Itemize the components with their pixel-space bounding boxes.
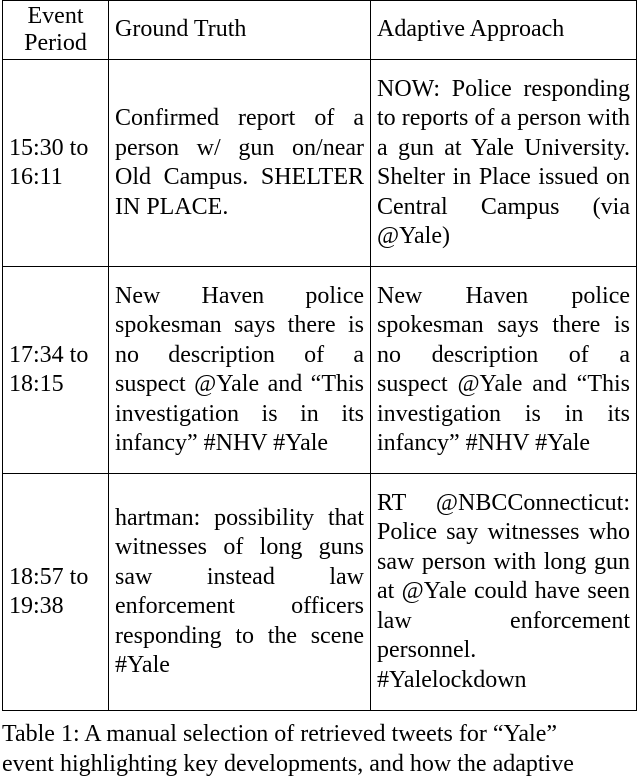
tweets-table [2, 0, 637, 711]
caption-line-2: event highlighting key developments, and how the adaptive [2, 751, 574, 777]
ground-truth-cell: Confirmed report of a person w/ gun on/near Old Campus. SHELTER IN PLACE. [109, 60, 371, 267]
header-event-period: Event Period [3, 1, 109, 60]
event-period-cell: 15:30 to 16:11 [3, 60, 109, 267]
event-period-cell: 17:34 to 18:15 [3, 267, 109, 474]
ground-truth-cell: New Haven police spokesman says there is no description of a suspect @Yale and “This investigation is in its infancy” #NHV #Yale [109, 267, 371, 474]
table-row [3, 267, 637, 474]
header-adaptive-approach: Adaptive Approach [371, 1, 637, 60]
event-period-cell: 18:57 to 19:38 [3, 474, 109, 711]
adaptive-approach-cell: NOW: Police responding to reports of a person with a gun at Yale University. Shelter in Place issued on Central Campus (via @Yale) [371, 60, 637, 267]
table-row [3, 474, 637, 711]
table-row [3, 60, 637, 267]
adaptive-approach-cell: New Haven police spokesman says there is no description of a suspect @Yale and “This investigation is in its infancy” #NHV #Yale [371, 267, 637, 474]
header-ground-truth: Ground Truth [109, 1, 371, 60]
ground-truth-cell: hartman: possibility that witnesses of long guns saw instead law enforcement officers responding to the scene #Yale [109, 474, 371, 711]
adaptive-approach-cell: RT @NBCConnecticut: Police say witnesses who saw person with long gun at @Yale could have seen law enforcement personnel. #Yalelockdown [371, 474, 637, 711]
caption-line-1: Table 1: A manual selection of retrieved tweets for “Yale” [2, 721, 558, 747]
table-caption [2, 719, 638, 779]
table-header-row [3, 1, 637, 60]
